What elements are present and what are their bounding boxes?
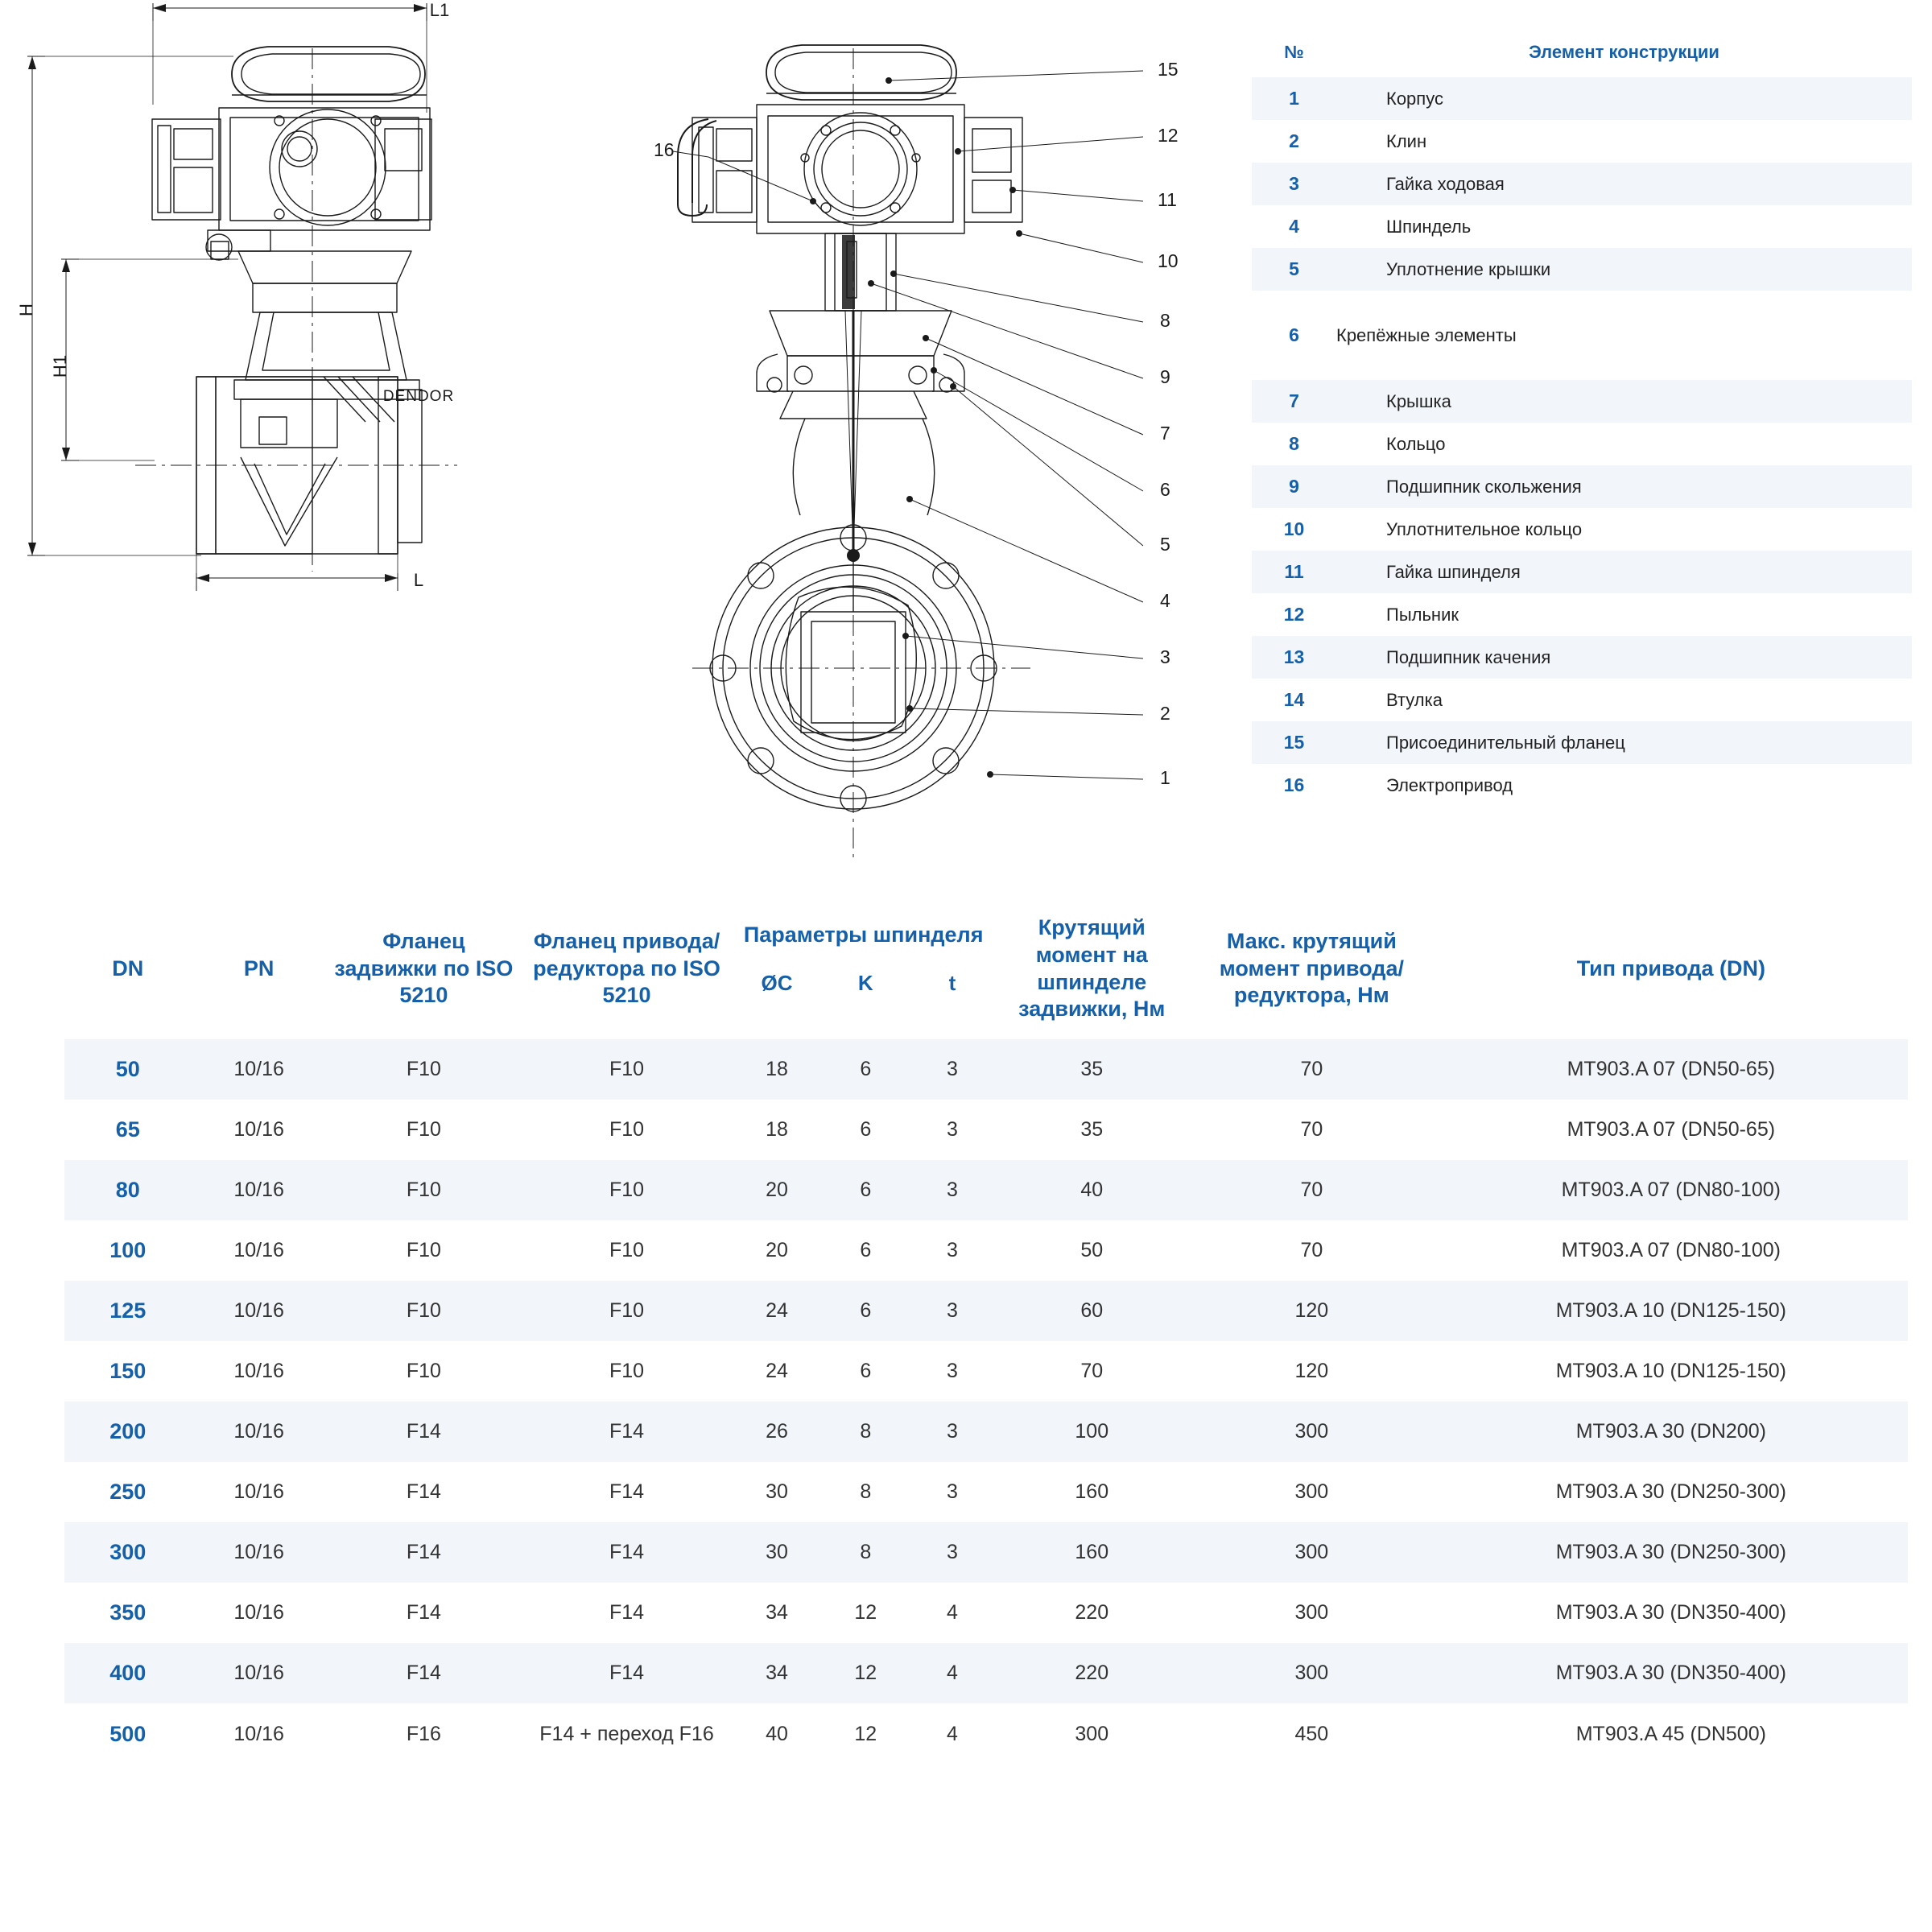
cell-torque-spindle: 50 [1080, 1239, 1104, 1261]
spacer-cell [64, 1028, 1908, 1039]
table-row [1252, 380, 1912, 423]
part-num: 16 [1283, 774, 1305, 795]
table-row [64, 1402, 1908, 1462]
spec-header-flange-valve: Фланец задвижки по ISO 5210 [334, 928, 514, 1008]
part-num: 12 [1283, 604, 1305, 625]
cell-torque-max: 300 [1189, 1402, 1435, 1462]
callout-15: 15 [1158, 59, 1179, 80]
table-row [1252, 77, 1912, 120]
cell-k: 6 [860, 1118, 872, 1141]
cell-drive-type: MT903.A 30 (DN200) [1435, 1402, 1908, 1462]
callout-6: 6 [1160, 479, 1170, 500]
spec-spacer-row [64, 1028, 1908, 1039]
cell-torque-max: 450 [1294, 1722, 1329, 1745]
spec-header-dn: DN [112, 956, 144, 980]
cell-dn: 500 [109, 1721, 147, 1746]
specification-table [64, 910, 1908, 1765]
cell-drive-type: MT903.A 30 (DN350-400) [1435, 1643, 1908, 1703]
cell-k: 6 [821, 1281, 910, 1341]
cell-torque-max: 300 [1189, 1522, 1435, 1583]
cell-dn: 300 [64, 1522, 192, 1583]
table-row [1252, 593, 1912, 636]
cell-torque-max: 120 [1189, 1281, 1435, 1341]
cell-torque-max: 70 [1189, 1160, 1435, 1220]
table-row [1252, 679, 1912, 721]
cell-t: 3 [946, 1480, 958, 1503]
table-row [1252, 764, 1912, 807]
spec-header-row [64, 910, 1908, 960]
part-name: Гайка ходовая [1336, 163, 1912, 205]
dim-label-H1: H1 [50, 354, 70, 378]
cell-drive-type: MT903.A 10 (DN125-150) [1555, 1360, 1786, 1382]
part-name: Уплотнение крышки [1336, 248, 1912, 291]
cell-pn: 10/16 [233, 1239, 284, 1261]
table-row [1252, 508, 1912, 551]
callout-2: 2 [1160, 703, 1170, 724]
part-num: 11 [1252, 551, 1336, 593]
part-name: Электропривод [1386, 774, 1513, 795]
table-row [64, 1039, 1908, 1100]
table-row [64, 1341, 1908, 1402]
cell-pn: 10/16 [233, 1360, 284, 1382]
table-row [1252, 163, 1912, 205]
part-name: Клин [1386, 130, 1427, 151]
cell-k: 12 [821, 1643, 910, 1703]
parts-header-num: № [1284, 42, 1304, 62]
part-name: Пыльник [1386, 604, 1459, 625]
cell-flange-valve: F10 [327, 1160, 522, 1220]
part-num: 4 [1289, 216, 1299, 237]
top-area [0, 0, 1932, 910]
cell-c: 18 [733, 1039, 821, 1100]
cell-k: 6 [860, 1239, 872, 1261]
spec-header-flange-drive: Фланец привода/ редуктора по ISO 5210 [533, 928, 720, 1008]
cell-t: 4 [946, 1601, 958, 1624]
cell-torque-spindle: 160 [1075, 1480, 1109, 1503]
cell-t: 4 [910, 1643, 994, 1703]
cell-flange-drive: F14 [521, 1522, 733, 1583]
part-num: 13 [1252, 636, 1336, 679]
spec-header-spindle-params: Параметры шпинделя [743, 922, 984, 947]
table-row [64, 1522, 1908, 1583]
spec-header-torque-max: Макс. крутящий момент привода/ редуктора, Нм [1219, 928, 1404, 1008]
cell-torque-spindle: 160 [994, 1522, 1189, 1583]
part-num: 15 [1252, 721, 1336, 764]
parts-table-header-row [1252, 34, 1912, 77]
cell-dn: 50 [64, 1039, 192, 1100]
callout-8: 8 [1160, 310, 1170, 331]
part-name: Кольцо [1386, 433, 1446, 454]
dim-label-L: L [413, 570, 424, 590]
part-name: Гайка шпинделя [1336, 551, 1912, 593]
cell-pn: 10/16 [233, 1722, 284, 1745]
cell-dn: 125 [64, 1281, 192, 1341]
callout-1: 1 [1160, 767, 1170, 788]
part-name: Крышка [1336, 380, 1912, 423]
spec-header-drive-type: Тип привода (DN) [1576, 956, 1765, 980]
cell-flange-drive: F10 [521, 1281, 733, 1341]
table-row [64, 1100, 1908, 1160]
cell-torque-spindle: 220 [1075, 1601, 1109, 1624]
cell-drive-type: MT903.A 45 (DN500) [1575, 1722, 1766, 1745]
specification-table-wrapper [0, 910, 1932, 1765]
cell-flange-drive: F10 [609, 1239, 645, 1261]
part-name: Шпиндель [1386, 216, 1472, 237]
cell-c: 26 [733, 1402, 821, 1462]
cell-k: 12 [854, 1601, 877, 1624]
cell-flange-valve: F16 [406, 1722, 441, 1745]
dim-label-H: H [16, 303, 36, 316]
cell-c: 20 [733, 1160, 821, 1220]
callout-16: 16 [654, 139, 675, 160]
body-brand-label: DENDOR [382, 388, 455, 405]
cell-dn: 400 [64, 1643, 192, 1703]
part-name: Втулка [1386, 689, 1443, 710]
spec-subheader-c: ØC [761, 970, 793, 995]
cell-dn: 350 [109, 1600, 147, 1624]
spec-subheader-k: K [857, 970, 873, 995]
cell-pn: 10/16 [233, 1118, 284, 1141]
cell-pn: 10/16 [233, 1601, 284, 1624]
cell-flange-drive: F10 [609, 1118, 645, 1141]
cell-c: 18 [766, 1118, 788, 1141]
part-name: Уплотнительное кольцо [1386, 518, 1583, 539]
cell-pn: 10/16 [192, 1643, 327, 1703]
callout-4: 4 [1160, 590, 1170, 611]
callout-3: 3 [1160, 646, 1170, 667]
table-row [1252, 120, 1912, 163]
cell-torque-max: 70 [1300, 1118, 1323, 1141]
cell-k: 6 [821, 1039, 910, 1100]
table-row [64, 1462, 1908, 1522]
cell-flange-valve: F14 [406, 1480, 441, 1503]
cell-torque-max: 70 [1189, 1039, 1435, 1100]
cell-t: 3 [946, 1239, 958, 1261]
cell-dn: 250 [109, 1480, 147, 1504]
table-row [1252, 423, 1912, 465]
cell-torque-spindle: 40 [994, 1160, 1189, 1220]
cell-flange-drive: F10 [521, 1160, 733, 1220]
part-num: 3 [1252, 163, 1336, 205]
cell-dn: 65 [115, 1117, 140, 1141]
callout-10: 10 [1158, 250, 1179, 271]
callout-12: 12 [1158, 125, 1179, 146]
cell-dn: 80 [64, 1160, 192, 1220]
cell-flange-drive: F10 [609, 1360, 645, 1382]
cell-torque-spindle: 35 [1080, 1118, 1104, 1141]
part-num: 2 [1289, 130, 1299, 151]
parts-header-name: Элемент конструкции [1529, 42, 1719, 62]
cell-drive-type: MT903.A 10 (DN125-150) [1435, 1281, 1908, 1341]
table-row [64, 1281, 1908, 1341]
cell-flange-valve: F10 [406, 1239, 441, 1261]
cell-flange-valve: F14 [327, 1643, 522, 1703]
part-num: 9 [1252, 465, 1336, 508]
cell-dn: 100 [109, 1238, 147, 1262]
spec-subheader-t: t [948, 970, 956, 995]
cell-c: 34 [733, 1643, 821, 1703]
cell-flange-drive: F14 [609, 1601, 645, 1624]
cell-k: 8 [821, 1522, 910, 1583]
table-row [64, 1703, 1908, 1765]
cell-dn: 150 [109, 1359, 147, 1383]
cell-k: 8 [821, 1402, 910, 1462]
cell-flange-valve: F14 [327, 1402, 522, 1462]
cell-flange-drive: F14 [609, 1480, 645, 1503]
valve-technical-drawing [0, 0, 1256, 910]
table-row [1252, 551, 1912, 593]
callout-9: 9 [1160, 366, 1170, 387]
table-row [1252, 205, 1912, 248]
part-num: 7 [1252, 380, 1336, 423]
part-num: 8 [1289, 433, 1299, 454]
table-row [64, 1160, 1908, 1220]
cell-pn: 10/16 [192, 1160, 327, 1220]
cell-drive-type: MT903.A 07 (DN80-100) [1435, 1160, 1908, 1220]
spec-header-torque-spindle: Крутящий момент на шпинделе задвижки, Нм [1018, 915, 1166, 1022]
table-row [1252, 465, 1912, 508]
cell-torque-max: 70 [1300, 1239, 1323, 1261]
cell-torque-spindle: 100 [994, 1402, 1189, 1462]
cell-dn: 200 [64, 1402, 192, 1462]
cell-torque-spindle: 35 [994, 1039, 1189, 1100]
cell-flange-valve: F10 [327, 1039, 522, 1100]
callout-7: 7 [1160, 423, 1170, 444]
cell-k: 6 [860, 1360, 872, 1382]
cell-torque-spindle: 60 [994, 1281, 1189, 1341]
cell-drive-type: MT903.A 30 (DN350-400) [1555, 1601, 1786, 1624]
cell-k: 6 [821, 1160, 910, 1220]
parts-legend-table [1252, 34, 1912, 807]
cell-drive-type: MT903.A 07 (DN50-65) [1567, 1118, 1776, 1141]
part-name: Подшипник скольжения [1336, 465, 1912, 508]
cell-drive-type: MT903.A 07 (DN50-65) [1435, 1039, 1908, 1100]
part-num: 1 [1252, 77, 1336, 120]
cell-torque-spindle: 220 [994, 1643, 1189, 1703]
callout-11: 11 [1158, 189, 1177, 210]
cell-pn: 10/16 [192, 1402, 327, 1462]
cell-pn: 10/16 [192, 1039, 327, 1100]
part-num: 5 [1252, 248, 1336, 291]
cell-flange-drive: F14 [521, 1402, 733, 1462]
part-num: 10 [1283, 518, 1305, 539]
cell-torque-max: 300 [1294, 1480, 1329, 1503]
dim-label-L1: L1 [429, 0, 450, 20]
cell-k: 12 [854, 1722, 877, 1745]
table-row [1252, 248, 1912, 291]
cell-torque-max: 300 [1189, 1643, 1435, 1703]
table-row [64, 1220, 1908, 1281]
part-num: 6 [1289, 324, 1299, 345]
cell-c: 30 [733, 1522, 821, 1583]
table-row [64, 1643, 1908, 1703]
part-num: 14 [1283, 689, 1305, 710]
cell-t: 3 [910, 1402, 994, 1462]
callout-5: 5 [1160, 534, 1170, 555]
cell-torque-max: 120 [1294, 1360, 1329, 1382]
cell-flange-drive: F14 [521, 1643, 733, 1703]
cell-t: 3 [910, 1522, 994, 1583]
cell-torque-spindle: 300 [1075, 1722, 1109, 1745]
cell-flange-drive: F10 [521, 1039, 733, 1100]
cell-c: 24 [733, 1281, 821, 1341]
cell-flange-valve: F10 [406, 1360, 441, 1382]
cell-drive-type: MT903.A 30 (DN250-300) [1555, 1480, 1786, 1503]
cell-t: 3 [946, 1118, 958, 1141]
cell-flange-valve: F14 [327, 1522, 522, 1583]
cell-torque-spindle: 70 [1080, 1360, 1104, 1382]
cell-t: 3 [910, 1039, 994, 1100]
cell-torque-max: 300 [1294, 1601, 1329, 1624]
cell-c: 30 [766, 1480, 788, 1503]
part-name: Корпус [1336, 77, 1912, 120]
cell-c: 20 [766, 1239, 788, 1261]
cell-pn: 10/16 [192, 1522, 327, 1583]
cell-drive-type: MT903.A 30 (DN250-300) [1435, 1522, 1908, 1583]
cell-drive-type: MT903.A 07 (DN80-100) [1561, 1239, 1781, 1261]
table-row [64, 1583, 1908, 1643]
cell-flange-valve: F14 [406, 1601, 441, 1624]
cell-k: 8 [860, 1480, 872, 1503]
cell-flange-valve: F10 [406, 1118, 441, 1141]
part-name: Подшипник качения [1336, 636, 1912, 679]
spec-header-pn: PN [243, 956, 275, 980]
table-row [1252, 636, 1912, 679]
cell-pn: 10/16 [192, 1281, 327, 1341]
cell-pn: 10/16 [233, 1480, 284, 1503]
cell-c: 24 [766, 1360, 788, 1382]
cell-t: 3 [910, 1160, 994, 1220]
cell-c: 40 [766, 1722, 788, 1745]
table-row [1252, 291, 1912, 380]
cell-c: 34 [766, 1601, 788, 1624]
cell-flange-drive: F14 + переход F16 [539, 1723, 714, 1745]
part-name: Присоединительный фланец [1336, 721, 1912, 764]
cell-t: 3 [910, 1281, 994, 1341]
table-row [1252, 721, 1912, 764]
part-name: Крепёжные элементы [1336, 324, 1517, 345]
cell-t: 4 [946, 1722, 958, 1745]
cell-t: 3 [946, 1360, 958, 1382]
cell-flange-valve: F10 [327, 1281, 522, 1341]
